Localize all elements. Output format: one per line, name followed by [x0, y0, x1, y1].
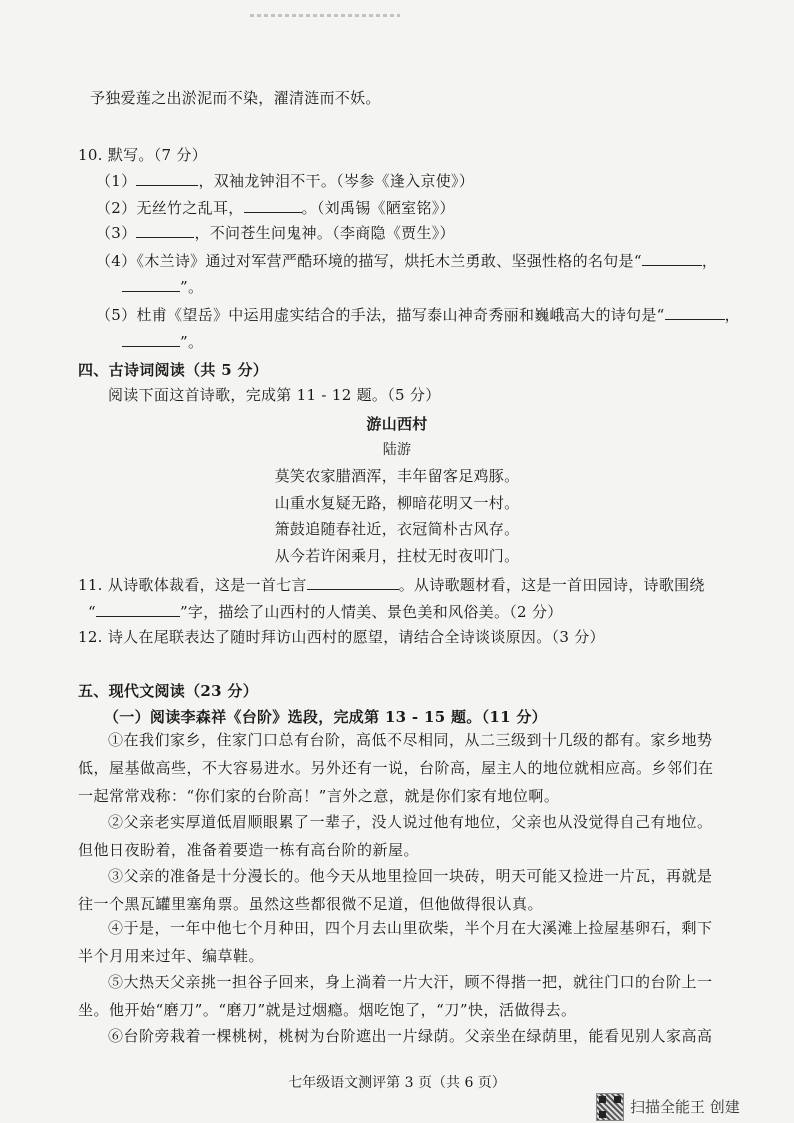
- q10-item-5-prefix: （5）杜甫《望岳》中运用虚实结合的手法，描写泰山神奇秀丽和巍峨高大的诗句是“: [96, 306, 665, 324]
- qr-code-icon: [596, 1093, 624, 1121]
- poem-title: 游山西村: [366, 415, 428, 433]
- paragraph-3: ③父亲的准备是十分漫长的。他今天从地里捡回一块砖，明天可能又捡进一片瓦，再就是往一个黑瓦罐里塞角票。虽然这些都很微不足道，但他做得很认真。: [78, 867, 713, 913]
- q10-item-1-prefix: （1）: [96, 172, 137, 190]
- watermark-text: 扫描全能王 创建: [630, 1098, 740, 1116]
- paragraph-5: ⑤大热天父亲挑一担谷子回来，身上淌着一片大汗，顾不得揩一把，就往门口的台阶上一坐。他开始“磨刀”。“磨刀”就是过烟瘾。烟吃饱了，“刀”快，活做得去。: [78, 973, 713, 1019]
- answer-blank[interactable]: [665, 304, 725, 320]
- q11-text-b: 。从诗歌题材看，这是一首田园诗，诗歌围绕: [398, 576, 705, 594]
- answer-blank[interactable]: [136, 170, 198, 186]
- q11-text-a: 11. 从诗歌体裁看，这是一首七言: [78, 576, 307, 594]
- poem-line-1: 莫笑农家腊酒浑，丰年留客足鸡豚。: [274, 467, 520, 485]
- answer-blank[interactable]: [122, 331, 180, 347]
- q12-text: 12. 诗人在尾联表达了随时拜访山西村的愿望，请结合全诗谈谈原因。（3 分）: [78, 628, 605, 646]
- q10-item-5-end: ”。: [180, 333, 204, 351]
- section-5-title: 五、现代文阅读（23 分）: [78, 682, 258, 700]
- scan-artifact: [250, 14, 400, 17]
- section-4-intro: 阅读下面这首诗歌，完成第 11 - 12 题。（5 分）: [108, 386, 441, 404]
- scanner-watermark: [596, 1093, 786, 1119]
- paragraph-1: ①在我们家乡，住家门口总有台阶，高低不尽相同，从二三级到十几级的都有。家乡地势低，屋基做高些，不大容易进水。另外还有一说，台阶高，屋主人的地位就相应高。乡邻们在一起常常戏称：“你们家的台阶高！”言外之意，就是你们家有地位啊。: [78, 731, 714, 805]
- q10-item-3-prefix: （3）: [96, 224, 137, 242]
- answer-blank[interactable]: [136, 222, 194, 238]
- q10-title: 10. 默写。（7 分）: [78, 146, 208, 164]
- answer-blank[interactable]: [244, 197, 302, 213]
- previous-passage-line: 予独爱莲之出淤泥而不染，濯清涟而不妖。: [90, 89, 381, 107]
- q10-item-2-prefix: （2）无丝竹之乱耳，: [96, 199, 244, 217]
- q10-item-1-suffix: ，双袖龙钟泪不干。（岑参《逢入京使》）: [198, 172, 475, 190]
- q10-item-1: [96, 170, 474, 191]
- q10-item-3: [96, 222, 455, 243]
- q10-item-4: [96, 250, 717, 271]
- q10-item-2: [96, 197, 455, 218]
- q10-item-4-suffix: ，: [701, 252, 718, 270]
- answer-blank[interactable]: [642, 250, 702, 266]
- q10-item-4-prefix: （4）《木兰诗》通过对军营严酷环境的描写，烘托木兰勇敢、坚强性格的名句是“: [96, 252, 642, 270]
- poem-author: 陆游: [382, 442, 412, 458]
- paragraph-2: ②父亲老实厚道低眉顺眼累了一辈子，没人说过他有地位，父亲也从没觉得自己有地位。但他日夜盼着，准备着要造一栋有高台阶的新屋。: [78, 813, 713, 859]
- poem-line-4: 从今若许闲乘月，拄杖无时夜叩门。: [274, 547, 520, 565]
- q11-line-1: [78, 574, 705, 595]
- poem-line-2: 山重水复疑无路，柳暗花明又一村。: [274, 494, 520, 512]
- q10-item-5: [96, 304, 740, 325]
- answer-blank[interactable]: [122, 276, 180, 292]
- q10-item-3-suffix: ，不问苍生问鬼神。（李商隐《贾生》）: [194, 224, 455, 242]
- answer-blank[interactable]: [307, 574, 399, 590]
- q10-item-5-suffix: ，: [724, 306, 740, 324]
- paragraph-6: ⑥台阶旁栽着一棵桃树，桃树为台阶遮出一片绿荫。父亲坐在绿荫里，能看见别人家高高: [108, 1027, 713, 1045]
- page-footer: 七年级语文测评第 3 页（共 6 页）: [288, 1075, 506, 1091]
- q11-line-2: [88, 601, 563, 622]
- q10-item-4-cont: [122, 276, 203, 297]
- poem-line-3: 箫鼓追随春社近，衣冠简朴古风存。: [274, 520, 520, 538]
- q11-open-quote: “: [88, 603, 96, 621]
- paragraph-4: ④于是，一年中他七个月种田，四个月去山里砍柴，半个月在大溪滩上捡屋基卵石，剩下半个月用来过年、编草鞋。: [78, 919, 713, 965]
- q11-text-c: ”字，描绘了山西村的人情美、景色美和风俗美。（2 分）: [179, 603, 563, 621]
- q10-item-2-suffix: 。（刘禹锡《陋室铭》）: [301, 199, 455, 217]
- answer-blank[interactable]: [96, 601, 180, 617]
- q10-item-5-cont: [122, 331, 203, 352]
- section-4-title: 四、古诗词阅读（共 5 分）: [78, 361, 269, 379]
- q10-item-4-end: ”。: [180, 278, 204, 296]
- section-5-subtitle: （一）阅读李森祥《台阶》选段，完成第 13 - 15 题。（11 分）: [104, 708, 547, 726]
